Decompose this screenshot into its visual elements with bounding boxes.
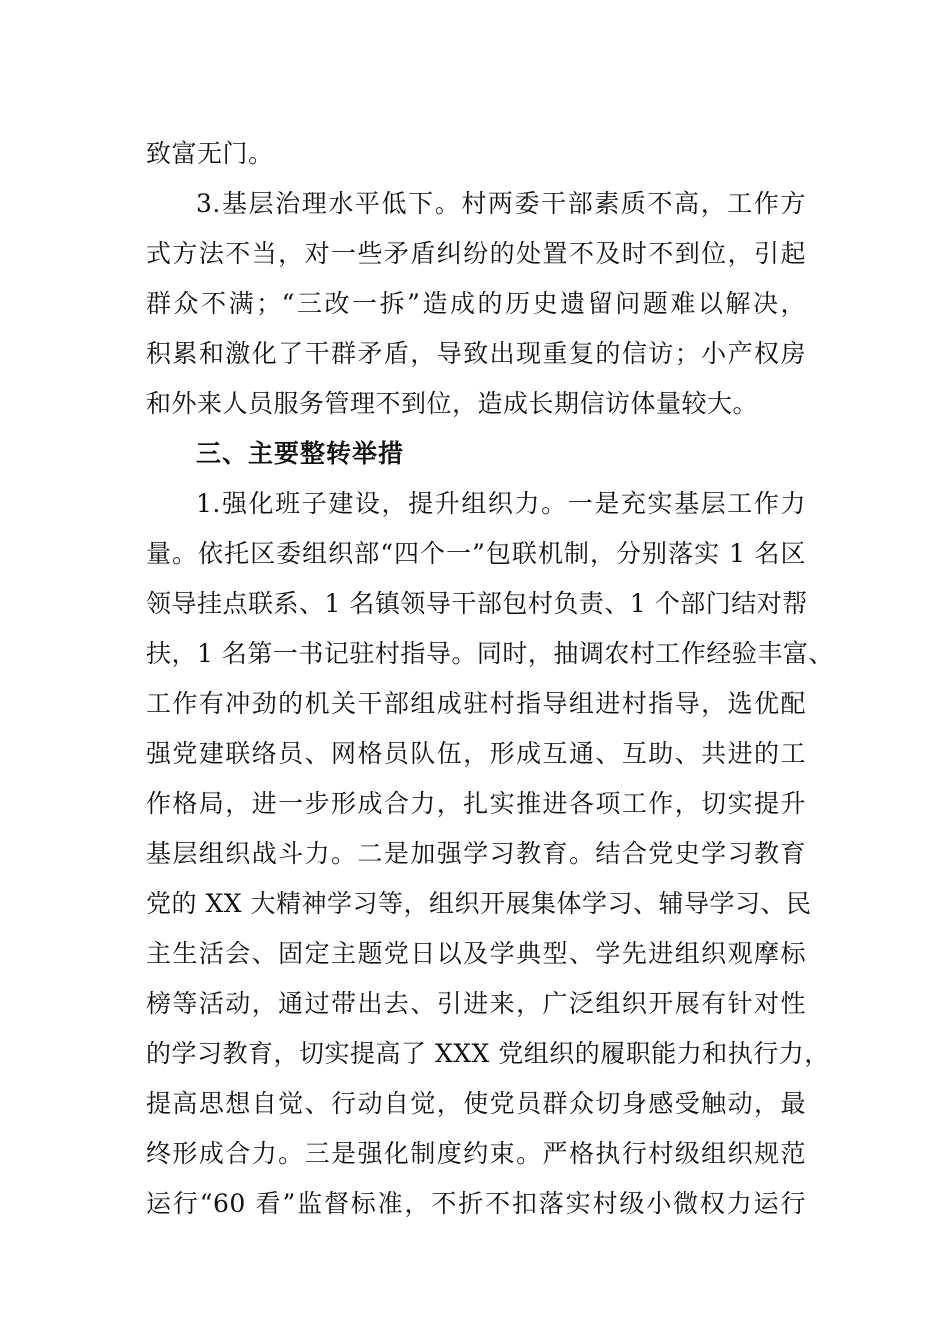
text-line-1: 致富无门。 bbox=[146, 139, 274, 168]
text-line-14: 作格局，进一步形成合力，扎实推进各项工作，切实提升 bbox=[146, 789, 806, 818]
text-line-18: 榜等活动，通过带出去、引进来，广泛组织开展有针对性 bbox=[146, 989, 806, 1018]
text-line-20: 提高思想自觉、行动自觉，使党员群众切身感受触动，最 bbox=[146, 1089, 806, 1118]
text-line-3: 式方法不当，对一些矛盾纠纷的处置不及时不到位，引起 bbox=[146, 239, 806, 268]
text-line-10: 领导挂点联系、1 名镇领导干部包村负责、1 个部门结对帮 bbox=[146, 589, 808, 618]
text-line-16: 党的 XX 大精神学习等，组织开展集体学习、辅导学习、民 bbox=[146, 889, 812, 918]
text-line-15: 基层组织战斗力。二是加强学习教育。结合党史学习教育 bbox=[146, 839, 806, 868]
text-line-9: 量。依托区委组织部“四个一”包联机制，分别落实 1 名区 bbox=[146, 539, 806, 568]
text-line-19: 的学习教育，切实提高了 XXX 党组织的履职能力和执行力， bbox=[146, 1039, 830, 1068]
text-line-12: 工作有冲劲的机关干部组成驻村指导组进村指导，选优配 bbox=[146, 689, 806, 718]
text-line-6: 和外来人员服务管理不到位，造成长期信访体量较大。 bbox=[146, 389, 759, 418]
text-line-5: 积累和激化了干群矛盾，导致出现重复的信访；小产权房 bbox=[146, 339, 806, 368]
section-heading: 三、主要整转举措 bbox=[196, 439, 405, 468]
text-line-21: 终形成合力。三是强化制度约束。严格执行村级组织规范 bbox=[146, 1139, 806, 1168]
text-line-4: 群众不满；“三改一拆”造成的历史遗留问题难以解决， bbox=[146, 289, 806, 318]
text-line-11: 扶，1 名第一书记驻村指导。同时，抽调农村工作经验丰富、 bbox=[146, 639, 834, 668]
text-line-22: 运行“60 看”监督标准，不折不扣落实村级小微权力运行 bbox=[146, 1189, 806, 1218]
measure-1-start: 1.强化班子建设，提升组织力。一是充实基层工作力 bbox=[196, 489, 806, 518]
text-line-13: 强党建联络员、网格员队伍，形成互通、互助、共进的工 bbox=[146, 739, 806, 768]
text-line-17: 主生活会、固定主题党日以及学典型、学先进组织观摩标 bbox=[146, 939, 806, 968]
paragraph-3-start: 3.基层治理水平低下。村两委干部素质不高，工作方 bbox=[196, 189, 806, 218]
